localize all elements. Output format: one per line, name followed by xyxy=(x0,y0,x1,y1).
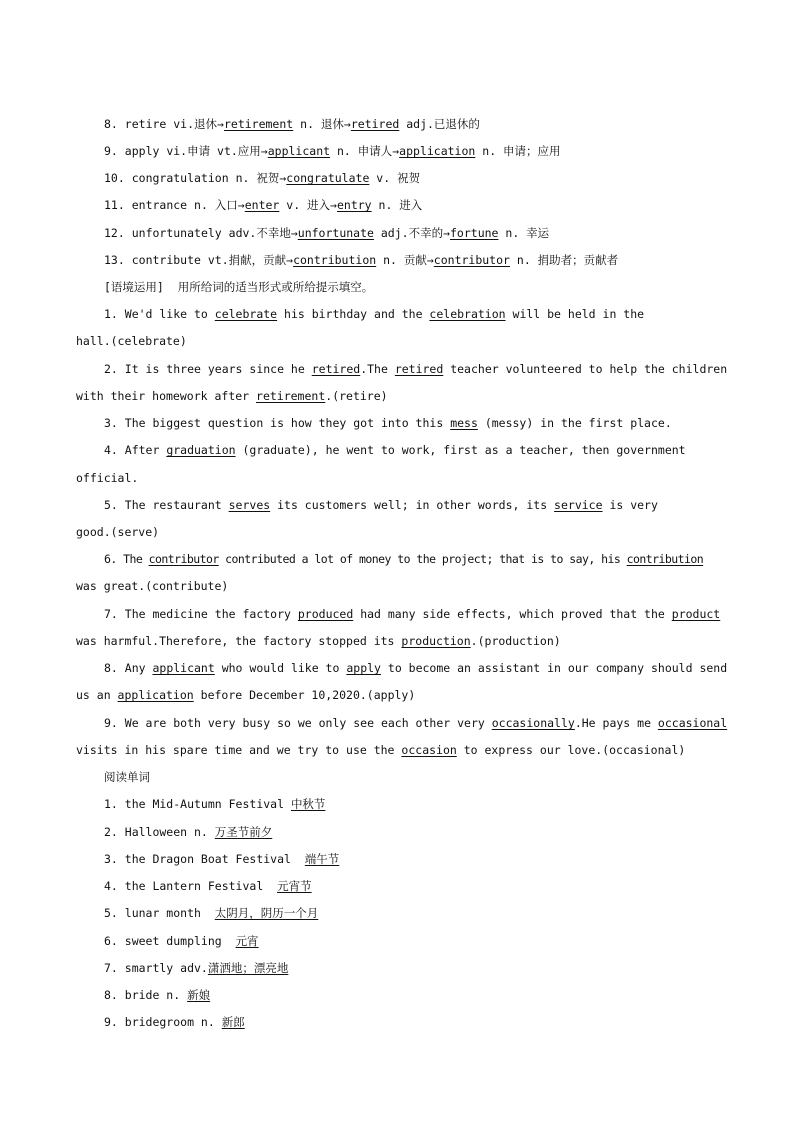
text: before December 10,2020.(apply) xyxy=(193,688,416,702)
term: 6. sweet dumpling xyxy=(104,934,236,948)
exercise-1-line-2: hall.(celebrate) xyxy=(76,334,187,348)
text: (messy) in the first place. xyxy=(477,416,672,430)
text: will be held in the xyxy=(505,307,645,321)
exercise-7-line-2 xyxy=(76,633,561,649)
text: congratulation n. 祝贺→ xyxy=(131,171,287,185)
text: to express our love.(occasional) xyxy=(456,743,686,757)
answer: contributor xyxy=(433,253,510,267)
section-heading-usage: [语境运用] 用所给词的适当形式或所给提示填空。 xyxy=(104,280,374,294)
reading-word-1 xyxy=(104,796,325,812)
reading-word-5 xyxy=(104,905,318,921)
text: v. 进入→ xyxy=(279,198,337,212)
text: adj.已退休的 xyxy=(399,117,480,131)
exercise-2-line-2 xyxy=(76,388,388,404)
reading-word-3 xyxy=(104,851,339,867)
answer: celebrate xyxy=(214,307,278,321)
text: n. 进入 xyxy=(371,198,423,212)
answer: mess xyxy=(450,416,478,430)
text: 7. The medicine the factory xyxy=(104,607,298,621)
answer: occasion xyxy=(401,743,457,757)
text: teacher volunteered to help the children xyxy=(443,362,728,376)
item-number: 9. xyxy=(104,144,118,158)
answer: occasional xyxy=(657,716,728,730)
reading-word-8 xyxy=(104,987,210,1003)
answer: celebration xyxy=(429,307,506,321)
text: v. 祝贺 xyxy=(369,171,421,185)
reading-word-4 xyxy=(104,878,312,894)
text: n. 幸运 xyxy=(498,226,550,240)
answer: apply xyxy=(346,661,381,675)
answer: 太阴月，阴历一个月 xyxy=(214,906,319,920)
answer: 潇洒地；漂亮地 xyxy=(207,961,289,975)
text: who would like to xyxy=(214,661,347,675)
text: n. 申请人→ xyxy=(330,144,400,158)
exercise-6-line-2: was great.(contribute) xyxy=(76,579,229,593)
exercise-2-line-1 xyxy=(104,361,727,377)
text: .The xyxy=(360,362,395,376)
vocab-item-12 xyxy=(104,225,549,241)
exercise-8-line-2 xyxy=(76,687,415,703)
exercise-6-line-1 xyxy=(104,551,703,567)
reading-word-6 xyxy=(104,933,259,949)
term: 4. the Lantern Festival xyxy=(104,879,278,893)
exercise-5-line-2: good.(serve) xyxy=(76,525,160,539)
text: 2. It is three years since he xyxy=(104,362,312,376)
item-number: 13. xyxy=(104,253,125,267)
exercise-4-line-2: official. xyxy=(76,471,139,485)
exercise-1-line-1 xyxy=(104,306,644,322)
answer: retired xyxy=(350,117,400,131)
text: retire vi.退休→ xyxy=(124,117,224,131)
answer: 中秋节 xyxy=(290,797,326,811)
answer: contributor xyxy=(148,552,219,566)
text: 4. After xyxy=(104,443,167,457)
reading-word-9 xyxy=(104,1014,245,1030)
text: contributed a lot of money to the project; that is to say, his xyxy=(218,552,627,566)
term: 3. the Dragon Boat Festival xyxy=(104,852,305,866)
text: visits in his spare time and we try to use the xyxy=(76,743,402,757)
answer: entry xyxy=(336,198,372,212)
text: 3. The biggest question is how they got into this xyxy=(104,416,451,430)
section-heading-reading: 阅读单词 xyxy=(104,770,150,784)
text: n. 捐助者；贡献者 xyxy=(509,253,619,267)
text: 1. We'd like to xyxy=(104,307,215,321)
answer: contribution xyxy=(626,552,704,566)
answer: application xyxy=(117,688,194,702)
answer: 端午节 xyxy=(304,852,340,866)
exercise-8-line-1 xyxy=(104,660,727,676)
exercise-9-line-1 xyxy=(104,715,727,731)
answer: graduation xyxy=(166,443,236,457)
vocab-item-9 xyxy=(104,143,561,159)
text: with their homework after xyxy=(76,389,257,403)
term: 7. smartly adv. xyxy=(104,961,208,975)
reading-word-7 xyxy=(104,960,288,976)
answer: retired xyxy=(394,362,444,376)
exercise-4-line-1 xyxy=(104,442,686,458)
item-number: 12. xyxy=(104,226,125,240)
text: (graduate), he went to work, first as a teacher, then government xyxy=(235,443,686,457)
answer: 元宵 xyxy=(235,934,259,948)
text: 8. Any xyxy=(104,661,153,675)
answer: applicant xyxy=(267,144,331,158)
vocab-item-10 xyxy=(104,170,420,186)
text: .(production) xyxy=(470,634,561,648)
text: n. 贡献→ xyxy=(376,253,434,267)
vocab-item-11 xyxy=(104,197,422,213)
text: .(retire) xyxy=(325,389,388,403)
term: 5. lunar month xyxy=(104,906,215,920)
item-number: 10. xyxy=(104,171,125,185)
answer: application xyxy=(399,144,476,158)
answer: retirement xyxy=(256,389,326,403)
item-number: 11. xyxy=(104,198,125,212)
answer: 新娘 xyxy=(187,988,211,1002)
term: 1. the Mid-Autumn Festival xyxy=(104,797,291,811)
text: had many side effects, which proved that the xyxy=(353,607,672,621)
vocab-item-8 xyxy=(104,116,480,132)
answer: 万圣节前夕 xyxy=(214,825,273,839)
text: is very xyxy=(602,498,658,512)
text: 5. The restaurant xyxy=(104,498,229,512)
answer: 元宵节 xyxy=(277,879,312,893)
text: 9. We are both very busy so we only see each other very xyxy=(104,716,492,730)
text: its customers well; in other words, its xyxy=(270,498,555,512)
answer: applicant xyxy=(152,661,215,675)
text: us an xyxy=(76,688,118,702)
text: 6. The xyxy=(104,552,149,566)
answer: serves xyxy=(228,498,271,512)
exercise-9-line-2 xyxy=(76,742,685,758)
text: was harmful.Therefore, the factory stopped its xyxy=(76,634,402,648)
exercise-7-line-1 xyxy=(104,606,720,622)
reading-word-2 xyxy=(104,824,272,840)
text: unfortunately adv.不幸地→ xyxy=(131,226,298,240)
text: his birthday and the xyxy=(277,307,430,321)
text: .He pays me xyxy=(574,716,658,730)
answer: unfortunate xyxy=(297,226,374,240)
answer: produced xyxy=(297,607,354,621)
answer: product xyxy=(671,607,721,621)
text: to become an assistant in our company should send xyxy=(380,661,728,675)
answer: congratulate xyxy=(286,171,370,185)
text: adj.不幸的→ xyxy=(373,226,450,240)
vocab-item-13 xyxy=(104,252,618,268)
text: contribute vt.捐献，贡献→ xyxy=(131,253,294,267)
exercise-3-line-1 xyxy=(104,415,672,431)
answer: retirement xyxy=(223,117,294,131)
answer: contribution xyxy=(293,253,377,267)
item-number: 8. xyxy=(104,117,118,131)
answer: occasionally xyxy=(491,716,575,730)
term: 8. bride n. xyxy=(104,988,188,1002)
text: n. 退休→ xyxy=(293,117,351,131)
answer: service xyxy=(554,498,603,512)
term: 9. bridegroom n. xyxy=(104,1015,222,1029)
text: apply vi.申请 vt.应用→ xyxy=(124,144,268,158)
text: entrance n. 入口→ xyxy=(131,198,245,212)
answer: fortune xyxy=(450,226,499,240)
text: n. 申请；应用 xyxy=(475,144,561,158)
answer: production xyxy=(401,634,471,648)
answer: enter xyxy=(244,198,280,212)
exercise-5-line-1 xyxy=(104,497,658,513)
term: 2. Halloween n. xyxy=(104,825,215,839)
answer: 新郎 xyxy=(221,1015,245,1029)
answer: retired xyxy=(311,362,361,376)
